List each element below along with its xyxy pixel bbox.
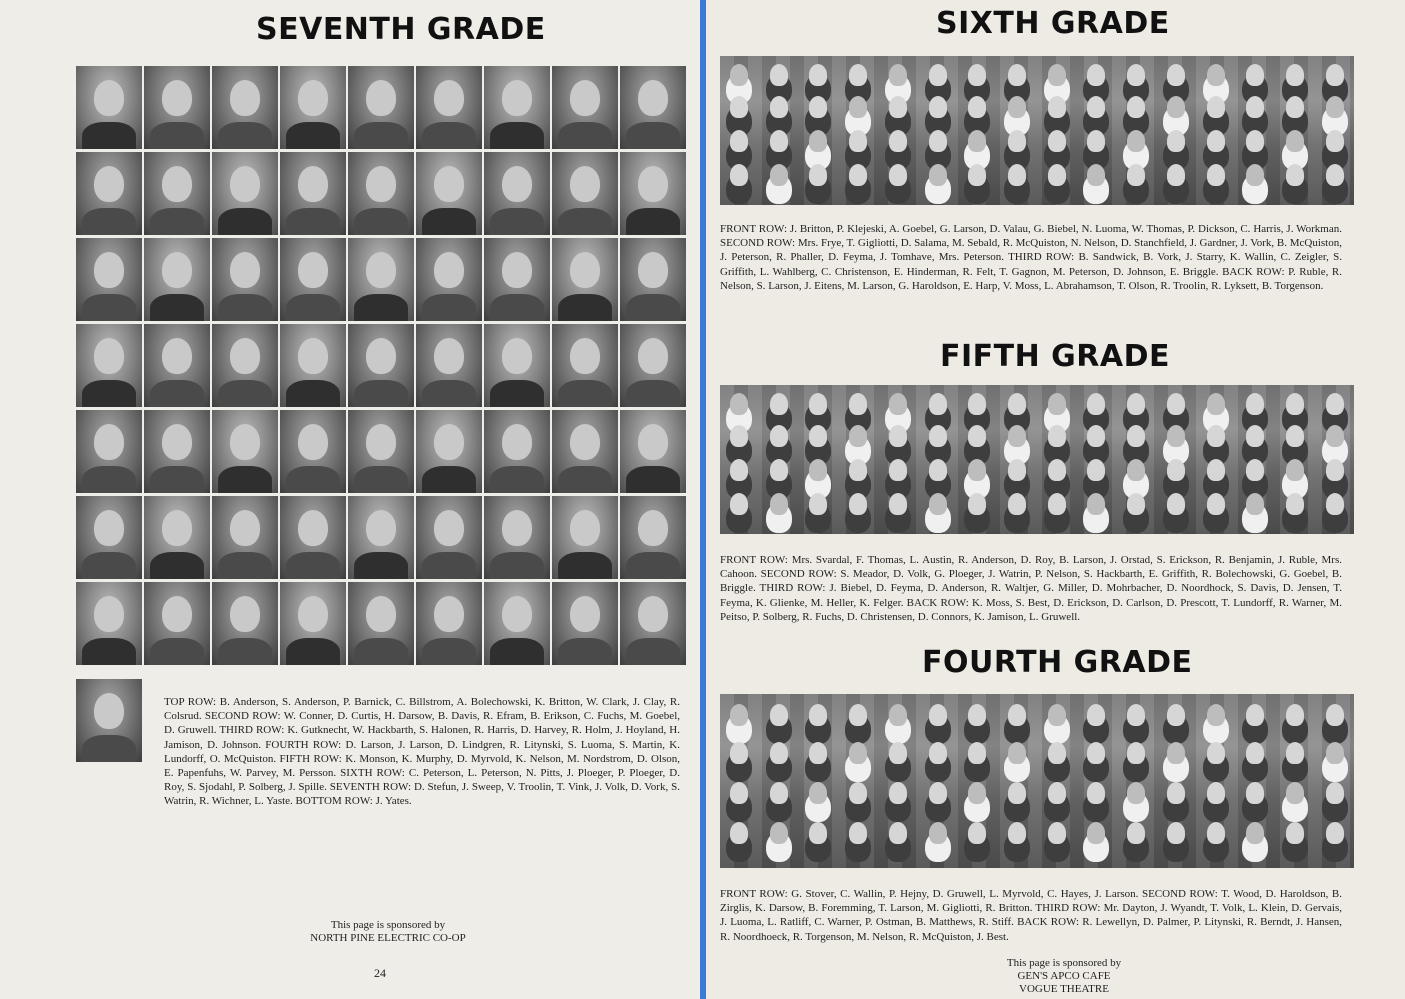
student-silhouette	[968, 425, 986, 447]
student-silhouette	[809, 822, 827, 844]
student-silhouette	[1127, 459, 1145, 481]
student-silhouette	[1286, 742, 1304, 764]
portrait	[484, 324, 550, 407]
portrait	[552, 66, 618, 149]
student-silhouette	[809, 704, 827, 726]
student-silhouette	[1246, 704, 1264, 726]
student-silhouette	[1127, 393, 1145, 415]
portrait	[348, 238, 414, 321]
student-silhouette	[730, 425, 748, 447]
student-silhouette	[809, 96, 827, 118]
student-silhouette	[1127, 64, 1145, 86]
student-silhouette	[1087, 822, 1105, 844]
student-silhouette	[1008, 130, 1026, 152]
student-silhouette	[1167, 742, 1185, 764]
student-silhouette	[1087, 742, 1105, 764]
student-silhouette	[889, 493, 907, 515]
student-silhouette	[1008, 493, 1026, 515]
portrait	[620, 324, 686, 407]
student-silhouette	[849, 822, 867, 844]
fifth-grade-photo	[720, 385, 1354, 534]
student-silhouette	[809, 64, 827, 86]
student-silhouette	[1087, 164, 1105, 186]
student-silhouette	[1008, 822, 1026, 844]
student-silhouette	[770, 393, 788, 415]
student-silhouette	[1048, 164, 1066, 186]
student-silhouette	[1087, 393, 1105, 415]
student-silhouette	[849, 96, 867, 118]
fourth-grade-photo	[720, 694, 1354, 868]
student-silhouette	[730, 822, 748, 844]
student-silhouette	[1127, 96, 1145, 118]
student-silhouette	[1326, 64, 1344, 86]
student-silhouette	[1246, 96, 1264, 118]
student-silhouette	[1008, 782, 1026, 804]
student-silhouette	[770, 742, 788, 764]
portrait	[212, 410, 278, 493]
student-silhouette	[1207, 64, 1225, 86]
student-silhouette	[968, 393, 986, 415]
student-silhouette	[1326, 822, 1344, 844]
portrait	[212, 324, 278, 407]
student-silhouette	[1286, 130, 1304, 152]
student-silhouette	[1127, 130, 1145, 152]
student-silhouette	[1246, 782, 1264, 804]
student-silhouette	[809, 742, 827, 764]
student-silhouette	[889, 64, 907, 86]
portrait	[620, 238, 686, 321]
student-silhouette	[1167, 459, 1185, 481]
portrait	[212, 496, 278, 579]
student-silhouette	[849, 782, 867, 804]
student-silhouette	[1326, 704, 1344, 726]
student-silhouette	[730, 96, 748, 118]
portrait	[76, 496, 142, 579]
portrait	[484, 496, 550, 579]
student-silhouette	[1167, 164, 1185, 186]
student-silhouette	[770, 782, 788, 804]
student-silhouette	[1286, 493, 1304, 515]
student-silhouette	[1326, 96, 1344, 118]
student-silhouette	[889, 459, 907, 481]
student-silhouette	[1127, 164, 1145, 186]
student-silhouette	[1207, 130, 1225, 152]
student-silhouette	[1087, 425, 1105, 447]
student-silhouette	[1087, 64, 1105, 86]
student-silhouette	[889, 782, 907, 804]
student-silhouette	[1326, 782, 1344, 804]
student-silhouette	[849, 704, 867, 726]
student-silhouette	[1286, 164, 1304, 186]
student-silhouette	[929, 704, 947, 726]
student-silhouette	[1127, 493, 1145, 515]
student-silhouette	[1048, 782, 1066, 804]
portrait	[144, 152, 210, 235]
student-silhouette	[1087, 782, 1105, 804]
student-silhouette	[849, 459, 867, 481]
student-silhouette	[849, 130, 867, 152]
student-silhouette	[1207, 742, 1225, 764]
seventh-grade-title: SEVENTH GRADE	[256, 12, 546, 47]
student-silhouette	[1127, 822, 1145, 844]
portrait	[484, 410, 550, 493]
portrait	[76, 410, 142, 493]
student-silhouette	[1167, 393, 1185, 415]
student-silhouette	[1008, 64, 1026, 86]
portrait	[416, 152, 482, 235]
student-silhouette	[1048, 130, 1066, 152]
student-silhouette	[1286, 393, 1304, 415]
student-silhouette	[1008, 164, 1026, 186]
portrait	[280, 152, 346, 235]
portrait	[416, 66, 482, 149]
student-silhouette	[1127, 425, 1145, 447]
student-silhouette	[1326, 164, 1344, 186]
portrait	[76, 238, 142, 321]
student-silhouette	[968, 704, 986, 726]
sixth-grade-caption: FRONT ROW: J. Britton, P. Klejeski, A. Goebel, G. Larson, D. Valau, G. Biebel, N. Luoma, W. Thomas, P. Dickson, C. Harris, J. Workman. SECOND ROW: Mrs. Frye, T. Gigliotti, D. Salama, M. Sebald, R. McQuiston, N. Nelson, D. Stanchfield, J. Gardner, J. Vork, B. McQuiston, J. Peterson, R. Phaller, D. Feyma, J. Tomhave, Mrs. Peterson. THIRD ROW: B. Sandwick, B. Vork, J. Starry, K. Wallin, C. Zeigler, S. Griffith, L. Wahlberg, C. Christenson, E. Hinderman, R. Felt, T. Gagnon, M. Peterson, D. Johnson, E. Briggle. BACK ROW: P. Ruble, R. Nelson, S. Larson, J. Eitens, M. Larson, G. Haroldson, E. Harp, V. Moss, L. Abrahamson, T. Olson, R. Troolin, R. Lyksett, B. Torgenson.	[720, 223, 1342, 292]
fifth-grade-caption: FRONT ROW: Mrs. Svardal, F. Thomas, L. Austin, R. Anderson, D. Roy, B. Larson, J. Orstad, S. Erickson, R. Benjamin, J. Ruble, Mrs. Cahoon. SECOND ROW: S. Meador, D. Volk, G. Ploeger, J. Watrin, P. Nelson, S. Hackbarth, E. Griffith, R. Bolechowski, G. Goebel, B. Briggle. THIRD ROW: J. Biebel, D. Feyma, D. Anderson, R. Waltjer, G. Miller, D. Mohrbacher, D. Noordhock, S. Davis, D. Jensen, T. Feyma, K. Glienke, M. Heller, K. Felger. BACK ROW: K. Moss, S. Best, D. Erickson, D. Carlson, D. Prescott, T. Lundorff, R. Warner, M. Peitso, P. Solberg, R. Fuchs, D. Christensen, D. Connors, K. Jamison, L. Gruwell.	[720, 554, 1342, 623]
student-silhouette	[1326, 425, 1344, 447]
student-silhouette	[1048, 64, 1066, 86]
student-silhouette	[1127, 704, 1145, 726]
student-silhouette	[1008, 459, 1026, 481]
student-silhouette	[1167, 782, 1185, 804]
student-silhouette	[1048, 96, 1066, 118]
left-sponsor-line: This page is sponsored by	[330, 919, 446, 931]
portrait	[552, 582, 618, 665]
student-silhouette	[1207, 393, 1225, 415]
sixth-grade-title: SIXTH GRADE	[936, 6, 1170, 41]
portrait	[348, 410, 414, 493]
student-silhouette	[1048, 704, 1066, 726]
portrait	[484, 582, 550, 665]
student-silhouette	[770, 130, 788, 152]
portrait	[280, 66, 346, 149]
student-silhouette	[1167, 704, 1185, 726]
student-silhouette	[730, 164, 748, 186]
student-silhouette	[889, 393, 907, 415]
student-silhouette	[929, 782, 947, 804]
student-silhouette	[770, 704, 788, 726]
student-silhouette	[770, 459, 788, 481]
portrait	[416, 410, 482, 493]
portrait	[348, 582, 414, 665]
portrait	[552, 152, 618, 235]
portrait	[484, 238, 550, 321]
student-silhouette	[1167, 130, 1185, 152]
student-silhouette	[1326, 393, 1344, 415]
student-silhouette	[730, 742, 748, 764]
portrait-grid	[76, 66, 686, 665]
student-silhouette	[1008, 704, 1026, 726]
student-silhouette	[1048, 425, 1066, 447]
student-silhouette	[968, 822, 986, 844]
portrait	[620, 66, 686, 149]
student-silhouette	[1326, 130, 1344, 152]
portrait	[416, 238, 482, 321]
student-silhouette	[1246, 393, 1264, 415]
student-silhouette	[929, 393, 947, 415]
left-page	[0, 0, 700, 999]
student-silhouette	[1246, 164, 1264, 186]
student-silhouette	[929, 742, 947, 764]
student-silhouette	[1246, 493, 1264, 515]
student-silhouette	[929, 493, 947, 515]
student-silhouette	[730, 704, 748, 726]
portrait	[484, 66, 550, 149]
student-silhouette	[770, 493, 788, 515]
portrait	[76, 582, 142, 665]
student-silhouette	[730, 782, 748, 804]
student-silhouette	[968, 130, 986, 152]
portrait	[416, 582, 482, 665]
right-sponsor	[964, 957, 1164, 996]
student-silhouette	[1087, 493, 1105, 515]
student-silhouette	[968, 96, 986, 118]
student-silhouette	[889, 822, 907, 844]
student-silhouette	[1286, 96, 1304, 118]
student-silhouette	[770, 164, 788, 186]
student-silhouette	[1207, 493, 1225, 515]
portrait	[212, 238, 278, 321]
portrait	[76, 66, 142, 149]
portrait	[620, 582, 686, 665]
student-silhouette	[929, 96, 947, 118]
portrait	[144, 324, 210, 407]
portrait	[552, 496, 618, 579]
right-sponsor-line: This page is sponsored by	[1006, 957, 1122, 969]
right-page	[706, 0, 1405, 999]
portrait	[212, 66, 278, 149]
fourth-grade-title: FOURTH GRADE	[922, 645, 1193, 680]
student-silhouette	[968, 742, 986, 764]
student-silhouette	[1167, 64, 1185, 86]
fifth-grade-title: FIFTH GRADE	[940, 339, 1171, 374]
portrait	[552, 238, 618, 321]
student-silhouette	[849, 393, 867, 415]
student-silhouette	[1246, 130, 1264, 152]
portrait	[348, 324, 414, 407]
portrait	[280, 324, 346, 407]
student-silhouette	[1048, 822, 1066, 844]
student-silhouette	[770, 64, 788, 86]
student-silhouette	[849, 425, 867, 447]
seventh-grade-caption: TOP ROW: B. Anderson, S. Anderson, P. Barnick, C. Billstrom, A. Bolechowski, K. Britton, W. Clark, J. Clay, R. Colsrud. SECOND ROW: W. Conner, D. Curtis, H. Darsow, B. Davis, R. Efram, B. Erikson, C. Fuchs, M. Goebel, D. Gruwell. THIRD ROW: K. Gutknecht, W. Hackbarth, S. Halonen, R. Harris, D. Harvey, R. Holm, J. Hoyland, H. Jamison, D. Johnson. FOURTH ROW: D. Larson, J. Larson, D. Lindgren, R. Litynski, S. Luoma, S. Martin, K. Lundorff, O. McQuiston. FIFTH ROW: K. Monson, K. Murphy, D. Myrvold, K. Nelson, M. Nordstrom, D. Olson, E. Papenfuhs, W. Parvey, M. Persson. SIXTH ROW: C. Peterson, L. Peterson, N. Pitts, J. Ploeger, P. Ploeger, D. Roy, S. Sjodahl, P. Solberg, J. Spille. SEVENTH ROW: D. Stefun, J. Sweep, V. Troolin, T. Vink, J. Volk, D. Vork, S. Watrin, R. Wichner, L. Yaste. BOTTOM ROW: J. Yates.	[164, 696, 680, 808]
student-silhouette	[1127, 742, 1145, 764]
student-silhouette	[1326, 493, 1344, 515]
student-silhouette	[1286, 782, 1304, 804]
student-silhouette	[1127, 782, 1145, 804]
student-silhouette	[1207, 822, 1225, 844]
portrait	[76, 324, 142, 407]
student-silhouette	[730, 393, 748, 415]
student-silhouette	[730, 459, 748, 481]
student-silhouette	[968, 493, 986, 515]
student-silhouette	[889, 96, 907, 118]
student-silhouette	[1246, 822, 1264, 844]
portrait	[144, 238, 210, 321]
student-silhouette	[1167, 425, 1185, 447]
portrait	[348, 496, 414, 579]
page-number: 24	[374, 966, 386, 980]
portrait	[416, 496, 482, 579]
student-silhouette	[929, 64, 947, 86]
sixth-grade-photo	[720, 56, 1354, 205]
student-silhouette	[1048, 393, 1066, 415]
student-silhouette	[1087, 130, 1105, 152]
student-silhouette	[1167, 493, 1185, 515]
portrait	[144, 410, 210, 493]
student-silhouette	[968, 782, 986, 804]
student-silhouette	[1246, 64, 1264, 86]
student-silhouette	[1207, 704, 1225, 726]
student-silhouette	[889, 164, 907, 186]
student-silhouette	[730, 493, 748, 515]
student-silhouette	[849, 64, 867, 86]
portrait	[416, 324, 482, 407]
student-silhouette	[1286, 425, 1304, 447]
student-silhouette	[809, 393, 827, 415]
student-silhouette	[1048, 459, 1066, 481]
student-silhouette	[889, 742, 907, 764]
student-silhouette	[730, 64, 748, 86]
student-silhouette	[929, 164, 947, 186]
portrait	[144, 496, 210, 579]
student-silhouette	[1008, 425, 1026, 447]
student-silhouette	[770, 425, 788, 447]
student-silhouette	[1207, 164, 1225, 186]
portrait	[144, 66, 210, 149]
portrait	[280, 410, 346, 493]
student-silhouette	[968, 164, 986, 186]
portrait	[484, 152, 550, 235]
student-silhouette	[1207, 96, 1225, 118]
student-silhouette	[1207, 425, 1225, 447]
student-silhouette	[809, 130, 827, 152]
student-silhouette	[929, 130, 947, 152]
portrait	[620, 152, 686, 235]
student-silhouette	[929, 459, 947, 481]
student-silhouette	[1167, 96, 1185, 118]
student-silhouette	[809, 425, 827, 447]
student-silhouette	[1048, 493, 1066, 515]
student-silhouette	[1207, 782, 1225, 804]
student-silhouette	[809, 493, 827, 515]
left-sponsor-name: NORTH PINE ELECTRIC CO-OP	[310, 932, 466, 944]
student-silhouette	[1246, 742, 1264, 764]
student-silhouette	[1087, 704, 1105, 726]
student-silhouette	[1167, 822, 1185, 844]
student-silhouette	[1207, 459, 1225, 481]
right-sponsor-name-1: GEN'S APCO CAFE	[1017, 970, 1111, 982]
left-sponsor	[260, 919, 516, 945]
portrait	[212, 152, 278, 235]
student-silhouette	[809, 459, 827, 481]
student-silhouette	[968, 64, 986, 86]
portrait	[348, 152, 414, 235]
student-silhouette	[1286, 459, 1304, 481]
student-silhouette	[929, 425, 947, 447]
student-silhouette	[968, 459, 986, 481]
portrait	[280, 496, 346, 579]
student-silhouette	[889, 425, 907, 447]
portrait	[552, 324, 618, 407]
portrait-bottom-row	[76, 679, 142, 762]
portrait	[280, 582, 346, 665]
student-silhouette	[1286, 704, 1304, 726]
student-silhouette	[929, 822, 947, 844]
student-silhouette	[1286, 822, 1304, 844]
student-silhouette	[1087, 459, 1105, 481]
student-silhouette	[849, 742, 867, 764]
student-silhouette	[1008, 742, 1026, 764]
student-silhouette	[1087, 96, 1105, 118]
portrait	[76, 152, 142, 235]
student-silhouette	[849, 164, 867, 186]
student-silhouette	[1048, 742, 1066, 764]
student-silhouette	[1326, 742, 1344, 764]
student-silhouette	[730, 130, 748, 152]
portrait	[144, 582, 210, 665]
student-silhouette	[889, 704, 907, 726]
portrait	[212, 582, 278, 665]
student-silhouette	[770, 822, 788, 844]
right-sponsor-name-2: VOGUE THEATRE	[1019, 983, 1109, 995]
portrait	[620, 410, 686, 493]
student-silhouette	[849, 493, 867, 515]
student-silhouette	[1008, 393, 1026, 415]
student-silhouette	[809, 782, 827, 804]
portrait	[280, 238, 346, 321]
fourth-grade-caption: FRONT ROW: G. Stover, C. Wallin, P. Hejny, D. Gruwell, L. Myrvold, C. Hayes, J. Larson. SECOND ROW: T. Wood, D. Haroldson, B. Zirglis, K. Darsow, B. Foremming, T. Larson, M. Gigliotti, R. Britton. THIRD ROW: Mr. Dayton, J. Wyandt, T. Volk, L. Klein, D. Gervais, J. Luoma, L. Ratliff, C. Warner, P. Ostman, B. Matthews, R. Stiff. BACK ROW: R. Lewellyn, D. Palmer, P. Litynski, R. Berndt, J. Hansen, R. Noordhoeck, R. Torgenson, M. Nelson, R. McQuiston, J. Best.	[720, 888, 1342, 943]
student-silhouette	[770, 96, 788, 118]
student-silhouette	[889, 130, 907, 152]
student-silhouette	[1246, 425, 1264, 447]
portrait	[552, 410, 618, 493]
portrait	[348, 66, 414, 149]
student-silhouette	[1008, 96, 1026, 118]
student-silhouette	[1246, 459, 1264, 481]
portrait	[620, 496, 686, 579]
student-silhouette	[809, 164, 827, 186]
student-silhouette	[1326, 459, 1344, 481]
student-silhouette	[1286, 64, 1304, 86]
